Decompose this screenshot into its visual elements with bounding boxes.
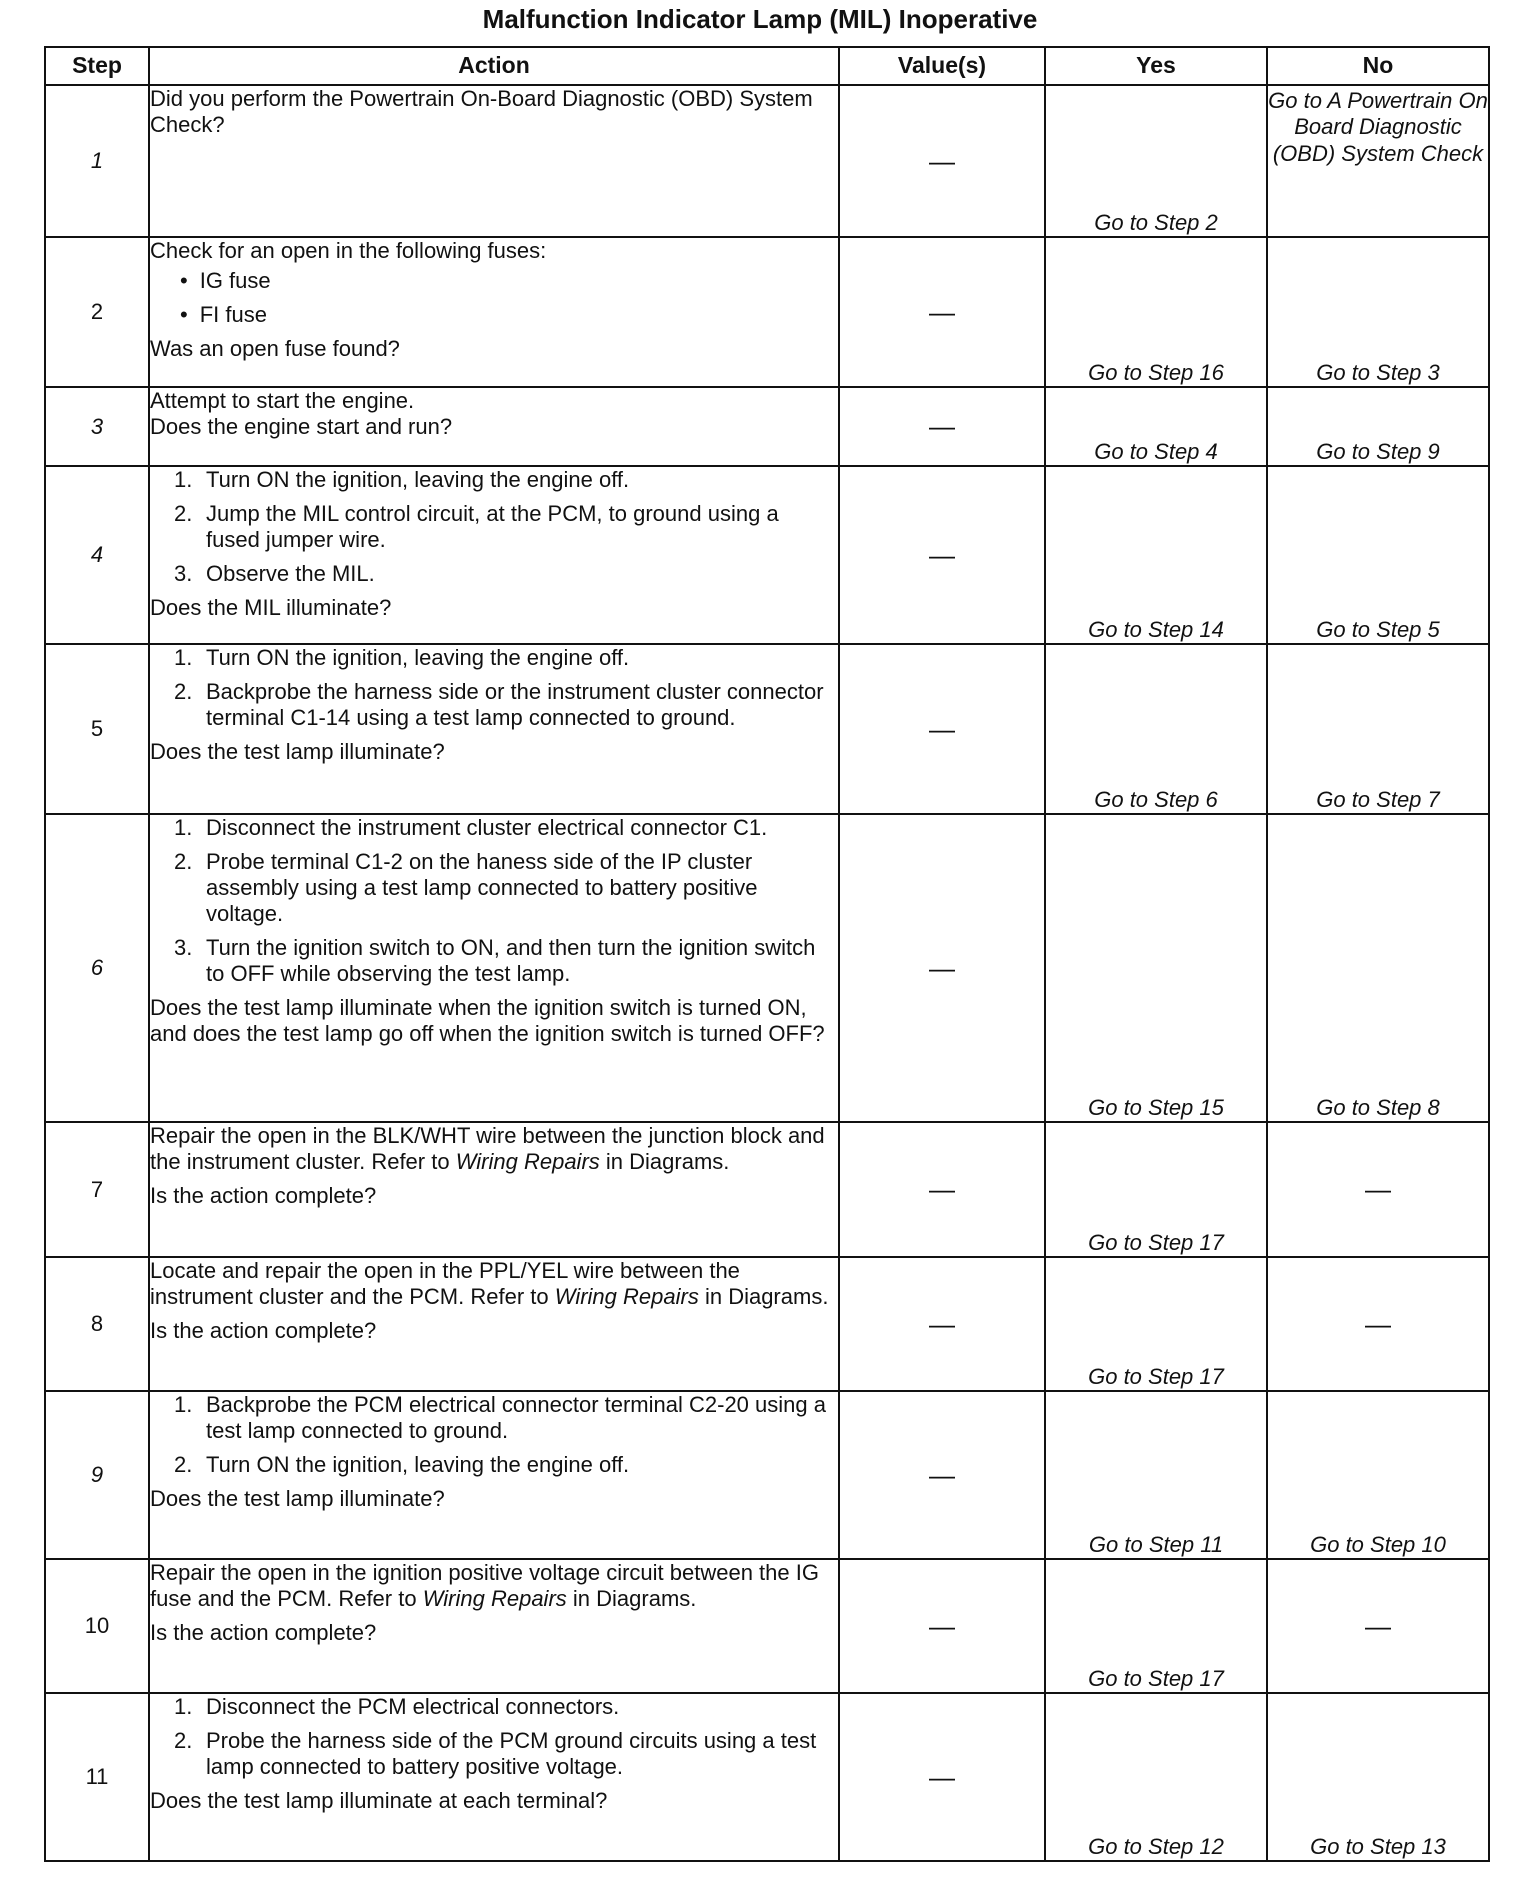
procedure-step-number: 2. [174, 1727, 193, 1753]
action-text [150, 1123, 838, 1175]
procedure-step-number: 1. [174, 467, 193, 492]
header-yes: Yes [1045, 47, 1267, 85]
procedure-list [150, 467, 838, 587]
action-question: Does the MIL illuminate? [150, 594, 392, 620]
procedure-step-number: 2. [174, 848, 193, 874]
value-cell: — [839, 814, 1045, 1122]
action-text [150, 1560, 838, 1612]
action-question: Is the action complete? [150, 1619, 377, 1645]
procedure-list [150, 1694, 838, 1780]
action-text-span: Check for an open in the following fuses: [150, 238, 547, 263]
procedure-list [150, 645, 838, 731]
table-row [45, 237, 1489, 387]
yes-cell: Go to Step 16 [1045, 237, 1267, 387]
table-row [45, 1257, 1489, 1391]
table-row [45, 1559, 1489, 1693]
action-text-span: Did you perform the Powertrain On-Board Diagnostic (OBD) System Check? [150, 86, 813, 137]
step-number: 5 [45, 644, 149, 814]
value-cell: — [839, 237, 1045, 387]
step-number: 4 [45, 466, 149, 644]
action-text-span: Repair the open in the BLK/WHT wire between the junction block and the instrument cluster. Refer to [150, 1123, 825, 1174]
procedure-step [174, 645, 838, 671]
table-body [45, 85, 1489, 1861]
step-number: 3 [45, 387, 149, 466]
procedure-step-text: Turn ON the ignition, leaving the engine off. [206, 467, 630, 492]
value-cell: — [839, 1257, 1045, 1391]
value-cell: — [839, 1122, 1045, 1257]
procedure-step-text: Turn the ignition switch to ON, and then turn the ignition switch to OFF while observing the test lamp. [206, 934, 816, 986]
no-cell: Go to A Powertrain On Board Diagnostic (OBD) System Check [1267, 85, 1489, 237]
table-row [45, 1693, 1489, 1861]
procedure-step-number: 3. [174, 560, 193, 586]
procedure-step-text: Jump the MIL control circuit, at the PCM, to ground using a fused jumper wire. [206, 500, 779, 552]
table-header-row [45, 47, 1489, 85]
procedure-step [174, 467, 838, 493]
procedure-step [174, 1694, 838, 1720]
procedure-step-number: 1. [174, 1392, 193, 1417]
table-row [45, 466, 1489, 644]
step-number: 1 [45, 85, 149, 237]
yes-cell: Go to Step 15 [1045, 814, 1267, 1122]
action-cell [149, 1122, 839, 1257]
no-cell: Go to Step 9 [1267, 387, 1489, 466]
procedure-step-text: Turn ON the ignition, leaving the engine off. [206, 645, 630, 670]
list-item: • FI fuse [180, 302, 838, 328]
action-text-span: Repair the open in the ignition positive voltage circuit between the IG fuse and the PCM. Refer to [150, 1560, 819, 1611]
no-cell: Go to Step 10 [1267, 1391, 1489, 1559]
yes-cell: Go to Step 2 [1045, 85, 1267, 237]
procedure-step-text: Backprobe the PCM electrical connector terminal C2-20 using a test lamp connected to ground. [206, 1392, 826, 1443]
action-text [150, 1258, 838, 1310]
value-cell: — [839, 387, 1045, 466]
no-cell: — [1267, 1559, 1489, 1693]
step-number: 7 [45, 1122, 149, 1257]
reference-tail: in Diagrams. [572, 1585, 697, 1611]
table-row [45, 814, 1489, 1122]
yes-cell: Go to Step 17 [1045, 1122, 1267, 1257]
action-cell [149, 1559, 839, 1693]
action-cell [149, 644, 839, 814]
procedure-step [174, 849, 838, 927]
no-cell: Go to Step 5 [1267, 466, 1489, 644]
reference-link: Wiring Repairs [455, 1148, 600, 1174]
table-row [45, 85, 1489, 237]
action-cell [149, 466, 839, 644]
yes-cell: Go to Step 4 [1045, 387, 1267, 466]
header-no: No [1267, 47, 1489, 85]
procedure-step-number: 2. [174, 1451, 193, 1477]
value-cell: — [839, 1559, 1045, 1693]
procedure-step-text: Observe the MIL. [206, 560, 375, 586]
step-number: 11 [45, 1693, 149, 1861]
action-question: Does the engine start and run? [150, 413, 453, 439]
procedure-list [150, 815, 838, 987]
no-cell: Go to Step 7 [1267, 644, 1489, 814]
action-text [150, 388, 838, 414]
value-cell: — [839, 85, 1045, 237]
procedure-step-text: Backprobe the harness side or the instrument cluster connector terminal C1-14 using a test lamp connected to ground. [206, 678, 824, 730]
procedure-step-text: Probe terminal C1-2 on the haness side of the IP cluster assembly using a test lamp connected to battery positive voltage. [206, 848, 758, 926]
table-row [45, 1122, 1489, 1257]
procedure-list [150, 1392, 838, 1478]
procedure-step-text: Probe the harness side of the PCM ground circuits using a test lamp connected to battery positive voltage. [206, 1727, 817, 1779]
step-number: 8 [45, 1257, 149, 1391]
action-text [150, 238, 838, 264]
value-cell: — [839, 1391, 1045, 1559]
no-cell: Go to Step 8 [1267, 814, 1489, 1122]
procedure-step-number: 2. [174, 500, 193, 526]
yes-cell: Go to Step 12 [1045, 1693, 1267, 1861]
table-row [45, 644, 1489, 814]
table-row [45, 1391, 1489, 1559]
action-cell [149, 1693, 839, 1861]
action-cell [149, 85, 839, 237]
yes-cell: Go to Step 17 [1045, 1559, 1267, 1693]
procedure-step-text: Disconnect the PCM electrical connectors. [206, 1694, 620, 1719]
action-cell [149, 814, 839, 1122]
yes-cell: Go to Step 6 [1045, 644, 1267, 814]
action-question: Is the action complete? [150, 1317, 377, 1343]
value-cell: — [839, 1693, 1045, 1861]
procedure-step-text: Turn ON the ignition, leaving the engine off. [206, 1451, 630, 1477]
no-cell: Go to Step 13 [1267, 1693, 1489, 1861]
procedure-step [174, 561, 838, 587]
step-number: 10 [45, 1559, 149, 1693]
action-text [150, 86, 838, 138]
procedure-step [174, 815, 838, 841]
step-number: 9 [45, 1391, 149, 1559]
procedure-step-number: 2. [174, 678, 193, 704]
value-cell: — [839, 466, 1045, 644]
header-values: Value(s) [839, 47, 1045, 85]
diagnostic-table [44, 46, 1490, 1862]
procedure-step [174, 1728, 838, 1780]
action-question: Is the action complete? [150, 1182, 377, 1208]
yes-cell: Go to Step 17 [1045, 1257, 1267, 1391]
action-question: Does the test lamp illuminate at each terminal? [150, 1787, 608, 1813]
yes-cell: Go to Step 11 [1045, 1391, 1267, 1559]
action-cell [149, 237, 839, 387]
procedure-step [174, 1452, 838, 1478]
value-cell: — [839, 644, 1045, 814]
action-cell [149, 387, 839, 466]
action-question: Does the test lamp illuminate? [150, 738, 445, 764]
list-item: • IG fuse [180, 268, 838, 294]
procedure-step [174, 501, 838, 553]
action-text-span: Attempt to start the engine. [150, 388, 415, 413]
reference-link: Wiring Repairs [554, 1283, 699, 1309]
header-step: Step [45, 47, 149, 85]
action-cell [149, 1391, 839, 1559]
header-action: Action [149, 47, 839, 85]
table-row [45, 387, 1489, 466]
action-question: Does the test lamp illuminate when the ignition switch is turned ON, and does the test lamp go off when the ignition switch is turned OFF? [150, 994, 825, 1046]
yes-cell: Go to Step 14 [1045, 466, 1267, 644]
procedure-step-number: 1. [174, 645, 193, 670]
reference-tail: in Diagrams. [605, 1148, 730, 1174]
no-cell: Go to Step 3 [1267, 237, 1489, 387]
procedure-step-number: 1. [174, 815, 193, 840]
reference-tail: in Diagrams. [704, 1283, 829, 1309]
procedure-step-text: Disconnect the instrument cluster electrical connector C1. [206, 815, 768, 840]
action-question: Was an open fuse found? [150, 335, 400, 361]
procedure-step [174, 935, 838, 987]
procedure-step-number: 1. [174, 1694, 193, 1719]
action-cell [149, 1257, 839, 1391]
no-cell: — [1267, 1122, 1489, 1257]
procedure-step [174, 679, 838, 731]
action-text-span: Locate and repair the open in the PPL/YEL wire between the instrument cluster and the PCM. Refer to [150, 1258, 740, 1309]
procedure-step-number: 3. [174, 934, 193, 960]
procedure-step [174, 1392, 838, 1444]
no-cell: — [1267, 1257, 1489, 1391]
step-number: 6 [45, 814, 149, 1122]
reference-link: Wiring Repairs [422, 1585, 567, 1611]
page-title: Malfunction Indicator Lamp (MIL) Inoperative [482, 4, 1038, 34]
action-question: Does the test lamp illuminate? [150, 1485, 445, 1511]
fuse-list [150, 268, 838, 328]
step-number: 2 [45, 237, 149, 387]
